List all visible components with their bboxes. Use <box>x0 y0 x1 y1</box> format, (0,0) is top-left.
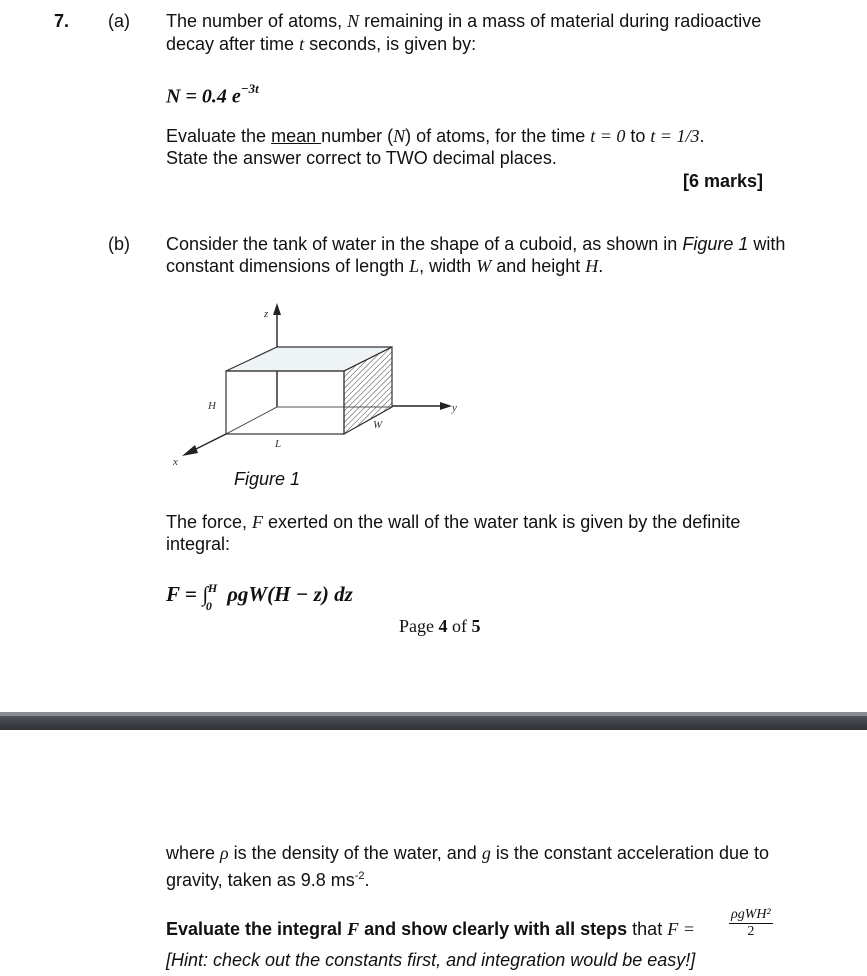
result-fraction: $\frac{\text{ρgWH²}}{2}$ <box>731 907 771 939</box>
gravity-line: gravity, taken as 9.8 $ms^{-2}$. <box>166 870 370 890</box>
part-b-line-1: Consider the tank of water in the shape of a cuboid, as shown in Figure 1 with <box>166 234 786 254</box>
force-line-2: integral: <box>166 534 231 554</box>
decay-equation: N = 0.4 $e^{-3t}$ <box>166 81 259 108</box>
force-integral: F = ∫ H 0 ρgW(H − z) dz <box>166 581 353 613</box>
x-axis-arrow <box>182 445 198 456</box>
page-footer: Page 4 of 5 <box>399 616 481 636</box>
hint-line: [Hint: check out the constants first, and integration would be easy!] <box>166 950 696 970</box>
height-label: H <box>208 400 216 412</box>
question-number: 7. <box>54 11 70 31</box>
part-a-marks: [6 marks] <box>683 171 764 191</box>
width-label: W <box>373 419 383 431</box>
density-line: where ρ is the density of the water, and g is the constant acceleration due to <box>166 843 770 863</box>
cuboid-tank-figure <box>160 295 480 475</box>
x-axis-label: x <box>173 456 178 468</box>
part-a-line-2: decay after time t seconds, is given by: <box>166 34 477 54</box>
part-a-state-line: State the answer correct to TWO decimal places. <box>166 148 557 168</box>
y-axis-label: y <box>452 402 457 414</box>
y-axis-arrow <box>440 402 452 410</box>
length-label: L <box>275 438 282 450</box>
evaluate-instruction: Evaluate the integral F and show clearly with all steps that F = <box>166 919 695 939</box>
figure-caption: Figure 1 <box>234 469 301 489</box>
z-axis-arrow <box>273 303 281 315</box>
part-b-label: (b) <box>108 234 130 254</box>
part-b-line-2: constant dimensions of length L, width W and height H. <box>166 256 604 276</box>
part-a-line-1: The number of atoms, N remaining in a mass of material during radioactive <box>166 11 762 31</box>
z-axis-label: z <box>264 308 269 320</box>
part-a-evaluate-line: Evaluate the mean number (N) of atoms, for the time t = 0 to t = 1/3. <box>166 126 705 146</box>
force-line-1: The force, F exerted on the wall of the water tank is given by the definite <box>166 512 741 532</box>
part-a-label: (a) <box>108 11 130 31</box>
page-divider-highlight <box>0 712 867 716</box>
tank-back-side-edge <box>226 407 277 434</box>
